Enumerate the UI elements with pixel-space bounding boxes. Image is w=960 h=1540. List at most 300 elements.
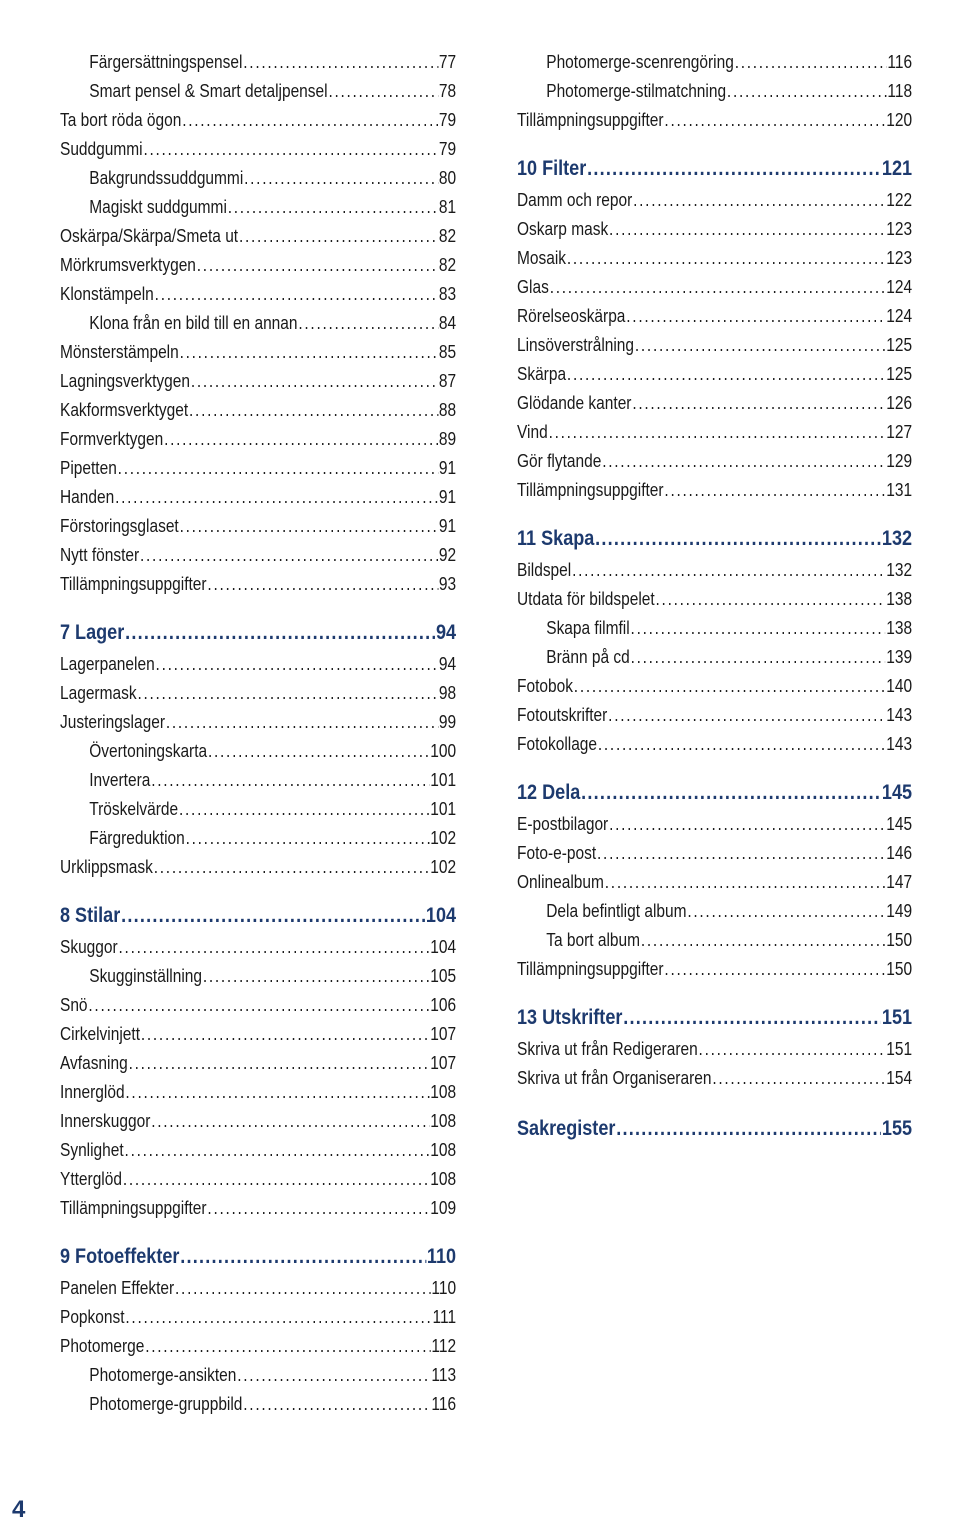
toc-dot-leader <box>727 80 887 102</box>
toc-page-number: 102 <box>430 857 457 877</box>
toc-dot-leader <box>208 740 429 762</box>
toc-entry[interactable] <box>60 225 456 247</box>
toc-entry[interactable] <box>60 1168 456 1190</box>
toc-entry-title: Rörelseoskärpa <box>517 306 626 326</box>
toc-entry-title: Lagermask <box>60 683 137 703</box>
toc-entry-title: Popkonst <box>60 1307 125 1327</box>
toc-page-number: 108 <box>430 1111 457 1131</box>
toc-dot-leader <box>88 994 429 1016</box>
toc-page-number: 110 <box>431 1278 457 1298</box>
toc-dot-leader <box>687 900 885 922</box>
toc-page-number: 92 <box>438 545 457 565</box>
toc-entry-title: Bakgrundssuddgummi <box>89 168 244 188</box>
toc-entry[interactable] <box>60 283 456 305</box>
toc-dot-leader <box>632 392 885 414</box>
toc-dot-leader <box>549 421 886 443</box>
toc-page-number: 125 <box>886 364 913 384</box>
toc-dot-leader <box>597 842 885 864</box>
toc-dot-leader <box>641 929 885 951</box>
toc-page-number: 104 <box>425 904 457 927</box>
toc-entry[interactable] <box>517 479 912 501</box>
toc-entry[interactable] <box>517 646 912 668</box>
toc-entry-title: 9 Fotoeffekter <box>60 1245 180 1268</box>
toc-dot-leader <box>298 312 438 334</box>
toc-page-number: 124 <box>886 306 913 326</box>
toc-page-number: 124 <box>886 277 913 297</box>
toc-entry[interactable] <box>517 218 912 240</box>
toc-dot-leader <box>125 620 435 646</box>
toc-entry-title: Tröskelvärde <box>89 799 179 819</box>
toc-entry-title: Photomerge <box>60 1336 145 1356</box>
toc-entry-title: Fotoutskrifter <box>517 705 608 725</box>
toc-entry[interactable] <box>517 559 912 581</box>
toc-entry-title: Tillämpningsuppgifter <box>60 1198 207 1218</box>
toc-page-number: 151 <box>886 1039 913 1059</box>
toc-page-number: 77 <box>438 52 457 72</box>
toc-entry-title: Panelen Effekter <box>60 1278 175 1298</box>
toc-entry[interactable] <box>517 900 912 922</box>
toc-page-number: 125 <box>886 335 913 355</box>
toc-dot-leader <box>197 254 438 276</box>
toc-dot-leader <box>243 51 438 73</box>
toc-page-number: 91 <box>438 458 457 478</box>
toc-entry-title: Bränn på cd <box>546 647 630 667</box>
toc-dot-leader <box>664 109 885 131</box>
toc-entry[interactable] <box>517 450 912 472</box>
toc-entry[interactable] <box>517 704 912 726</box>
toc-page-number: 79 <box>438 139 457 159</box>
toc-dot-leader <box>129 1052 430 1074</box>
toc-entry-title: Gör flytande <box>517 451 602 471</box>
toc-dot-leader <box>228 196 438 218</box>
toc-page-number: 123 <box>886 248 913 268</box>
toc-entry[interactable] <box>60 428 456 450</box>
toc-page-number: 139 <box>886 647 913 667</box>
toc-page-number: 120 <box>886 110 913 130</box>
toc-entry[interactable] <box>517 247 912 269</box>
toc-entry-title: 12 Dela <box>517 781 581 804</box>
toc-entry[interactable] <box>517 929 912 951</box>
toc-entry[interactable] <box>517 842 912 864</box>
toc-page-number: 122 <box>886 190 913 210</box>
toc-page-number: 99 <box>438 712 457 732</box>
toc-page-number: 94 <box>435 621 457 644</box>
toc-entry-title: Foto-e-post <box>517 843 597 863</box>
toc-entry-title: Urklippsmask <box>60 857 153 877</box>
toc-entry[interactable] <box>517 276 912 298</box>
toc-page-number: 111 <box>432 1307 457 1327</box>
toc-entry-title: Photomerge-gruppbild <box>89 1394 243 1414</box>
toc-page-number: 82 <box>438 226 457 246</box>
toc-entry[interactable] <box>60 1081 456 1103</box>
toc-entry-title: Invertera <box>89 770 151 790</box>
toc-dot-leader <box>712 1067 885 1089</box>
toc-dot-leader <box>626 305 885 327</box>
toc-entry-title: 13 Utskrifter <box>517 1006 623 1029</box>
toc-entry-title: Vind <box>517 422 548 442</box>
toc-entry-title: Smart pensel & Smart detaljpensel <box>89 81 328 101</box>
toc-page-number: 110 <box>426 1245 457 1268</box>
toc-dot-leader <box>699 1038 886 1060</box>
toc-entry-title: Övertoningskarta <box>89 741 208 761</box>
toc-page-number: 78 <box>438 81 457 101</box>
toc-entry[interactable] <box>60 1335 456 1357</box>
toc-entry[interactable] <box>60 827 456 849</box>
toc-dot-leader <box>328 80 438 102</box>
toc-dot-leader <box>156 653 438 675</box>
toc-entry[interactable] <box>517 421 912 443</box>
toc-dot-leader <box>155 283 438 305</box>
toc-page-number: 138 <box>886 618 913 638</box>
toc-dot-leader <box>735 51 887 73</box>
toc-chapter-heading[interactable] <box>60 903 456 929</box>
toc-page-number: 106 <box>430 995 457 1015</box>
toc-dot-leader <box>123 1168 430 1190</box>
toc-entry[interactable] <box>60 544 456 566</box>
toc-entry[interactable] <box>60 1110 456 1132</box>
toc-page-number: 113 <box>431 1365 457 1385</box>
toc-page-number: 87 <box>438 371 457 391</box>
toc-entry[interactable] <box>60 312 456 334</box>
toc-entry[interactable] <box>60 80 456 102</box>
toc-entry[interactable] <box>60 109 456 131</box>
toc-dot-leader <box>118 457 438 479</box>
toc-entry[interactable] <box>517 588 912 610</box>
toc-dot-leader <box>125 1081 429 1103</box>
toc-page-number: 107 <box>430 1024 457 1044</box>
toc-entry[interactable] <box>60 254 456 276</box>
toc-page-number: 151 <box>881 1006 913 1029</box>
toc-page-number: 131 <box>886 480 913 500</box>
toc-entry-title: Tillämpningsuppgifter <box>60 574 207 594</box>
toc-entry-title: Bildspel <box>517 560 572 580</box>
page-number: 4 <box>12 1496 26 1523</box>
toc-entry[interactable] <box>60 856 456 878</box>
toc-page-number: 121 <box>881 157 913 180</box>
toc-entry-title: Tillämpningsuppgifter <box>517 480 664 500</box>
toc-entry[interactable] <box>60 1277 456 1299</box>
toc-dot-leader <box>587 156 881 182</box>
toc-page-number: 91 <box>438 487 457 507</box>
toc-page-number: 107 <box>430 1053 457 1073</box>
toc-entry[interactable] <box>60 1052 456 1074</box>
toc-entry[interactable] <box>60 1364 456 1386</box>
toc-chapter-heading[interactable] <box>517 780 912 806</box>
toc-dot-leader <box>550 276 886 298</box>
toc-dot-leader <box>151 769 429 791</box>
toc-dot-leader <box>664 479 885 501</box>
toc-page-number: 88 <box>438 400 457 420</box>
toc-entry[interactable] <box>60 798 456 820</box>
toc-page-number: 85 <box>438 342 457 362</box>
toc-entry[interactable] <box>60 653 456 675</box>
toc-dot-leader <box>243 1393 430 1415</box>
toc-entry-title: Tillämpningsuppgifter <box>517 110 664 130</box>
toc-dot-leader <box>164 428 438 450</box>
toc-entry[interactable] <box>517 733 912 755</box>
toc-entry-title: Utdata för bildspelet <box>517 589 655 609</box>
toc-entry-title: Färgreduktion <box>89 828 185 848</box>
toc-entry-title: Fotobok <box>517 676 573 696</box>
toc-entry-title: Oskarp mask <box>517 219 609 239</box>
toc-entry[interactable] <box>517 958 912 980</box>
toc-entry[interactable] <box>60 740 456 762</box>
toc-entry-title: Dela befintligt album <box>546 901 687 921</box>
toc-entry-title: Innerglöd <box>60 1082 125 1102</box>
toc-dot-leader <box>175 1277 430 1299</box>
toc-entry-title: Klonstämpeln <box>60 284 154 304</box>
toc-dot-leader <box>154 856 430 878</box>
toc-dot-leader <box>140 544 438 566</box>
toc-entry-title: Magiskt suddgummi <box>89 197 227 217</box>
toc-dot-leader <box>145 1335 430 1357</box>
toc-entry[interactable] <box>517 305 912 327</box>
toc-entry-title: Sakregister <box>517 1117 616 1140</box>
toc-entry-title: 11 Skapa <box>517 527 595 550</box>
toc-entry[interactable] <box>517 80 912 102</box>
toc-entry-title: Snö <box>60 995 88 1015</box>
toc-dot-leader <box>608 704 885 726</box>
toc-entry-title: Formverktygen <box>60 429 164 449</box>
toc-entry[interactable] <box>60 1393 456 1415</box>
toc-dot-leader <box>237 1364 430 1386</box>
toc-page-number: 79 <box>438 110 457 130</box>
toc-page-number: 150 <box>886 959 913 979</box>
toc-entry[interactable] <box>60 711 456 733</box>
toc-entry-title: Suddgummi <box>60 139 143 159</box>
toc-entry-title: Justeringslager <box>60 712 165 732</box>
toc-entry-title: Mosaik <box>517 248 567 268</box>
toc-entry-title: Lagerpanelen <box>60 654 155 674</box>
toc-page-number: 109 <box>430 1198 457 1218</box>
toc-dot-leader <box>207 1197 429 1219</box>
toc-dot-leader <box>137 682 438 704</box>
toc-dot-leader <box>635 334 885 356</box>
toc-page-number: 127 <box>886 422 913 442</box>
toc-page-number: 132 <box>881 527 913 550</box>
toc-dot-leader <box>656 588 886 610</box>
toc-page-number: 147 <box>886 872 913 892</box>
toc-entry-title: Ytterglöd <box>60 1169 122 1189</box>
toc-chapter-heading[interactable] <box>517 526 912 552</box>
toc-dot-leader <box>180 341 438 363</box>
toc-page-number: 101 <box>430 799 457 819</box>
toc-dot-leader <box>574 675 886 697</box>
toc-page-number: 149 <box>886 901 913 921</box>
toc-dot-leader <box>189 399 438 421</box>
toc-entry[interactable] <box>60 1139 456 1161</box>
toc-dot-leader <box>623 1005 881 1031</box>
toc-dot-leader <box>143 138 438 160</box>
toc-page-number: 84 <box>438 313 457 333</box>
toc-dot-leader <box>141 1023 430 1045</box>
toc-dot-leader <box>609 813 885 835</box>
toc-entry-title: Handen <box>60 487 115 507</box>
toc-dot-leader <box>244 167 438 189</box>
toc-page-number: 138 <box>886 589 913 609</box>
toc-entry[interactable] <box>517 51 912 73</box>
toc-dot-leader <box>166 711 438 733</box>
toc-entry-title: Oskärpa/Skärpa/Smeta ut <box>60 226 239 246</box>
toc-entry[interactable] <box>60 167 456 189</box>
toc-entry[interactable] <box>60 370 456 392</box>
toc-page-number: 93 <box>438 574 457 594</box>
toc-dot-leader <box>191 370 438 392</box>
toc-dot-leader <box>125 1139 430 1161</box>
toc-entry-title: Synlighet <box>60 1140 124 1160</box>
toc-entry-title: Innerskuggor <box>60 1111 151 1131</box>
toc-entry-title: Färgersättningspensel <box>89 52 243 72</box>
toc-entry[interactable] <box>517 1038 912 1060</box>
toc-entry-title: 10 Filter <box>517 157 587 180</box>
toc-entry[interactable] <box>60 1306 456 1328</box>
toc-dot-leader <box>121 903 425 929</box>
toc-entry-title: Skugginställning <box>89 966 202 986</box>
toc-page-number: 83 <box>438 284 457 304</box>
toc-entry[interactable] <box>60 138 456 160</box>
toc-entry[interactable] <box>517 617 912 639</box>
toc-entry[interactable] <box>60 936 456 958</box>
toc-entry[interactable] <box>60 341 456 363</box>
toc-dot-leader <box>239 225 438 247</box>
toc-page-number: 143 <box>886 734 913 754</box>
toc-page-number: 155 <box>881 1117 913 1140</box>
toc-entry[interactable] <box>60 457 456 479</box>
toc-chapter-heading[interactable] <box>517 1005 912 1031</box>
toc-dot-leader <box>605 871 886 893</box>
toc-page-number: 116 <box>431 1394 457 1414</box>
toc-page-number: 116 <box>887 52 913 72</box>
toc-dot-leader <box>567 363 885 385</box>
toc-page-number: 91 <box>438 516 457 536</box>
toc-entry[interactable] <box>60 682 456 704</box>
toc-dot-leader <box>182 109 438 131</box>
toc-entry[interactable] <box>60 196 456 218</box>
toc-entry[interactable] <box>60 573 456 595</box>
toc-page-number: 118 <box>887 81 913 101</box>
toc-entry-title: Glödande kanter <box>517 393 632 413</box>
toc-entry[interactable] <box>517 675 912 697</box>
toc-page-number: 145 <box>881 781 913 804</box>
toc-entry[interactable] <box>60 965 456 987</box>
toc-entry-title: 8 Stilar <box>60 904 121 927</box>
toc-dot-leader <box>119 936 430 958</box>
toc-dot-leader <box>115 486 438 508</box>
toc-dot-leader <box>151 1110 429 1132</box>
toc-entry-title: Skriva ut från Redigeraren <box>517 1039 698 1059</box>
toc-page-number: 129 <box>886 451 913 471</box>
toc-entry-title: Förstoringsglaset <box>60 516 179 536</box>
toc-entry[interactable] <box>60 1197 456 1219</box>
toc-page-number: 100 <box>430 741 457 761</box>
toc-entry-title: Mönsterstämpeln <box>60 342 179 362</box>
toc-page-number: 150 <box>886 930 913 950</box>
toc-dot-leader <box>125 1306 431 1328</box>
toc-entry-title: Onlinealbum <box>517 872 604 892</box>
toc-dot-leader <box>598 733 885 755</box>
toc-entry[interactable] <box>517 363 912 385</box>
toc-entry[interactable] <box>517 334 912 356</box>
toc-dot-leader <box>602 450 885 472</box>
toc-dot-leader <box>203 965 430 987</box>
toc-dot-leader <box>207 573 438 595</box>
toc-entry[interactable] <box>517 1067 912 1089</box>
toc-entry-title: Avfasning <box>60 1053 128 1073</box>
toc-entry-title: Kakformsverktyget <box>60 400 189 420</box>
toc-entry[interactable] <box>517 392 912 414</box>
toc-page-number: 108 <box>430 1140 457 1160</box>
toc-entry[interactable] <box>60 51 456 73</box>
toc-page-number: 82 <box>438 255 457 275</box>
toc-entry-title: Photomerge-ansikten <box>89 1365 237 1385</box>
toc-chapter-heading[interactable] <box>60 1244 456 1270</box>
toc-entry[interactable] <box>60 515 456 537</box>
toc-chapter-heading[interactable] <box>517 156 912 182</box>
toc-dot-leader <box>609 218 885 240</box>
toc-dot-leader <box>180 1244 426 1270</box>
toc-entry-title: E-postbilagor <box>517 814 609 834</box>
toc-dot-leader <box>567 247 885 269</box>
toc-page-number: 108 <box>430 1169 457 1189</box>
toc-entry-title: Mörkrumsverktygen <box>60 255 196 275</box>
toc-entry[interactable] <box>517 871 912 893</box>
toc-chapter-heading[interactable] <box>60 620 456 646</box>
toc-entry[interactable] <box>517 189 912 211</box>
toc-entry-title: Ta bort röda ögon <box>60 110 182 130</box>
toc-entry-title: Cirkelvinjett <box>60 1024 141 1044</box>
toc-entry-title: Fotokollage <box>517 734 598 754</box>
toc-entry-title: Skapa filmfil <box>546 618 630 638</box>
toc-dot-leader <box>572 559 885 581</box>
toc-chapter-heading[interactable] <box>517 1116 912 1142</box>
toc-page-number: 132 <box>886 560 913 580</box>
toc-entry-title: Nytt fönster <box>60 545 140 565</box>
toc-page-number: 101 <box>430 770 457 790</box>
toc-entry[interactable] <box>517 813 912 835</box>
toc-entry[interactable] <box>60 399 456 421</box>
toc-page-number: 80 <box>438 168 457 188</box>
toc-page-number: 89 <box>438 429 457 449</box>
toc-entry[interactable] <box>60 994 456 1016</box>
toc-entry-title: Ta bort album <box>546 930 641 950</box>
toc-page-number: 94 <box>438 654 457 674</box>
toc-dot-leader <box>664 958 885 980</box>
toc-page-number: 81 <box>438 197 457 217</box>
toc-entry[interactable] <box>60 486 456 508</box>
toc-dot-leader <box>186 827 430 849</box>
toc-dot-leader <box>631 646 886 668</box>
toc-entry-title: Skuggor <box>60 937 118 957</box>
toc-dot-leader <box>616 1116 881 1142</box>
toc-page-number: 154 <box>886 1068 913 1088</box>
toc-entry[interactable] <box>60 1023 456 1045</box>
toc-page-number: 123 <box>886 219 913 239</box>
toc-page-number: 143 <box>886 705 913 725</box>
toc-entry-title: Tillämpningsuppgifter <box>517 959 664 979</box>
toc-entry-title: Photomerge-stilmatchning <box>546 81 727 101</box>
toc-entry[interactable] <box>517 109 912 131</box>
toc-entry[interactable] <box>60 769 456 791</box>
toc-page-number: 145 <box>886 814 913 834</box>
toc-dot-leader <box>633 189 885 211</box>
toc-entry-title: Skriva ut från Organiseraren <box>517 1068 712 1088</box>
toc-entry-title: Skärpa <box>517 364 567 384</box>
toc-page-number: 108 <box>430 1082 457 1102</box>
toc-dot-leader <box>581 780 881 806</box>
toc-entry-title: Photomerge-scenrengöring <box>546 52 734 72</box>
toc-entry-title: Klona från en bild till en annan <box>89 313 298 333</box>
toc-dot-leader <box>595 526 881 552</box>
